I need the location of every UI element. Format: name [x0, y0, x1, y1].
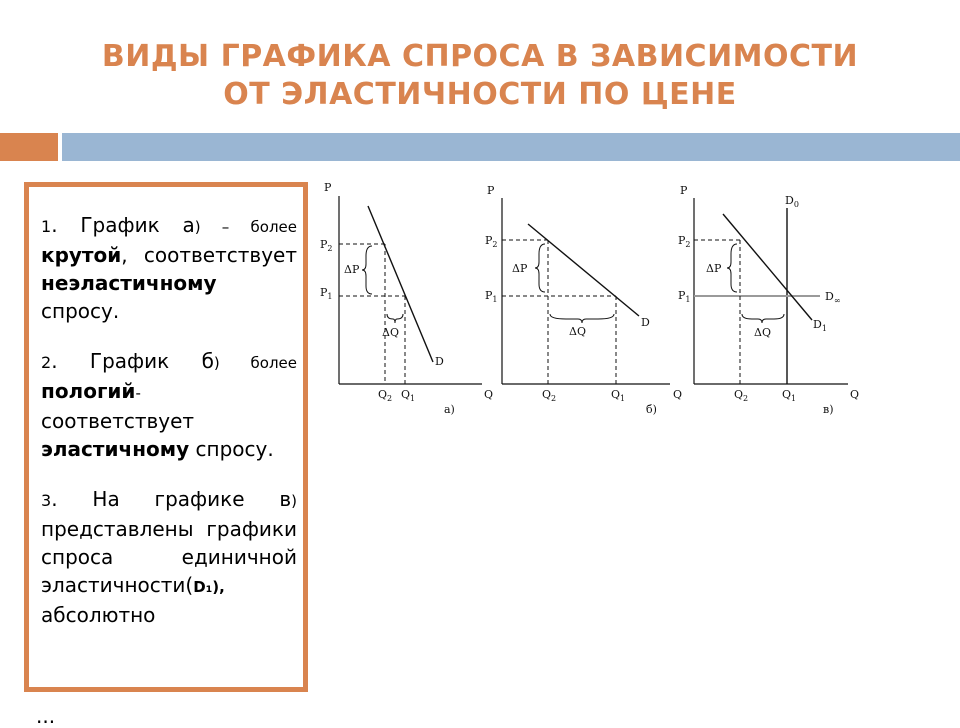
- graph-c-q1-label: $Q_1$: [782, 388, 797, 403]
- graph-b-dp-brace: [535, 244, 545, 292]
- p1-bold-2: неэластичному: [41, 271, 217, 295]
- graph-b: [485, 184, 682, 416]
- p2-text-a: . График б: [51, 349, 214, 373]
- graph-c-d1-label: $D_1$: [813, 318, 827, 333]
- graph-b-d-label: D: [641, 316, 650, 329]
- p1-bold-1: крутой: [41, 243, 122, 267]
- graph-b-p2-label: $P_2$: [485, 234, 498, 249]
- graph-c-q-label: Q: [850, 388, 860, 401]
- graph-a-p1-label: $P_1$: [320, 286, 333, 301]
- graph-a-q1-label: $Q_1$: [401, 388, 416, 403]
- graph-c-d1-line: [723, 214, 812, 320]
- p2-text-d: соответствует: [41, 409, 195, 433]
- graph-a-dq-brace: [387, 314, 403, 323]
- graph-b-dq-label: ΔQ: [569, 325, 586, 338]
- graph-b-q2-label: $Q_2$: [542, 388, 557, 403]
- graph-c-dq-label: ΔQ: [754, 326, 771, 339]
- p1-text-a: . График а: [51, 213, 195, 237]
- p1-text-b: ) – более: [194, 218, 297, 236]
- graph-b-p1-label: $P_1$: [485, 289, 498, 304]
- graph-c-caption: в): [823, 403, 834, 416]
- graph-c-dp-label: ΔP: [706, 262, 722, 275]
- p3-text-a: . На графике в: [51, 487, 292, 511]
- graph-c-q2-label: $Q_2$: [734, 388, 749, 403]
- text-overflow-line: ...: [36, 704, 56, 728]
- title-line-1: ВИДЫ ГРАФИКА СПРОСА В ЗАВИСИМОСТИ: [101, 39, 859, 74]
- graph-a-d-label: D: [435, 355, 444, 368]
- graph-b-demand-line: [528, 224, 639, 316]
- graph-b-caption: б): [646, 403, 657, 416]
- graph-a-q-label: Q: [484, 388, 494, 401]
- graph-a-q2-label: $Q_2$: [378, 388, 393, 403]
- graph-a-p-label: P: [324, 181, 332, 194]
- p3-bold-1: D₁),: [193, 578, 225, 596]
- p3-number: 3: [41, 491, 52, 510]
- p3-text-d: абсолютно: [41, 603, 156, 627]
- p1-text-d: спросу.: [41, 299, 120, 323]
- graph-c-dinf-label: $D_\infty$: [825, 290, 841, 305]
- graph-a-dp-label: ΔP: [344, 263, 360, 276]
- graph-b-q1-label: $Q_1$: [611, 388, 626, 403]
- p2-bold-1: пологий: [41, 379, 136, 403]
- graph-c: [678, 184, 859, 416]
- p2-text-e: спросу.: [189, 437, 274, 461]
- p2-text-c: -: [135, 384, 141, 402]
- graph-c-d0-label: $D_0$: [785, 194, 799, 209]
- graph-c-dq-brace: [742, 314, 784, 323]
- p2-text-b: ) более: [213, 354, 298, 372]
- p1-text-c: , соответствует: [121, 243, 297, 267]
- graph-b-dp-label: ΔP: [512, 262, 528, 275]
- graph-a-p2-label: $P_2$: [320, 238, 333, 253]
- p1-number: 1: [41, 217, 52, 236]
- graph-a: [320, 181, 493, 416]
- p3-text-b: ): [291, 492, 297, 510]
- graph-a-demand-line: [368, 206, 433, 362]
- p3-text-c: представлены графики спроса единичной эластичности(: [41, 517, 297, 597]
- graph-a-caption: а): [444, 403, 455, 416]
- p2-bold-2: эластичному: [41, 437, 190, 461]
- graph-b-q-label: Q: [673, 388, 683, 401]
- graph-c-p-label: P: [680, 184, 688, 197]
- graph-b-dq-brace: [550, 314, 614, 323]
- title-line-2: ОТ ЭЛАСТИЧНОСТИ ПО ЦЕНЕ: [223, 77, 737, 112]
- graph-a-dp-brace: [362, 246, 372, 294]
- graph-c-dp-brace: [727, 244, 737, 292]
- graph-c-p1-label: $P_1$: [678, 289, 691, 304]
- graph-a-dq-label: ΔQ: [382, 326, 399, 339]
- p2-number: 2: [41, 353, 52, 372]
- graph-b-p-label: P: [487, 184, 495, 197]
- graph-c-p2-label: $P_2$: [678, 234, 691, 249]
